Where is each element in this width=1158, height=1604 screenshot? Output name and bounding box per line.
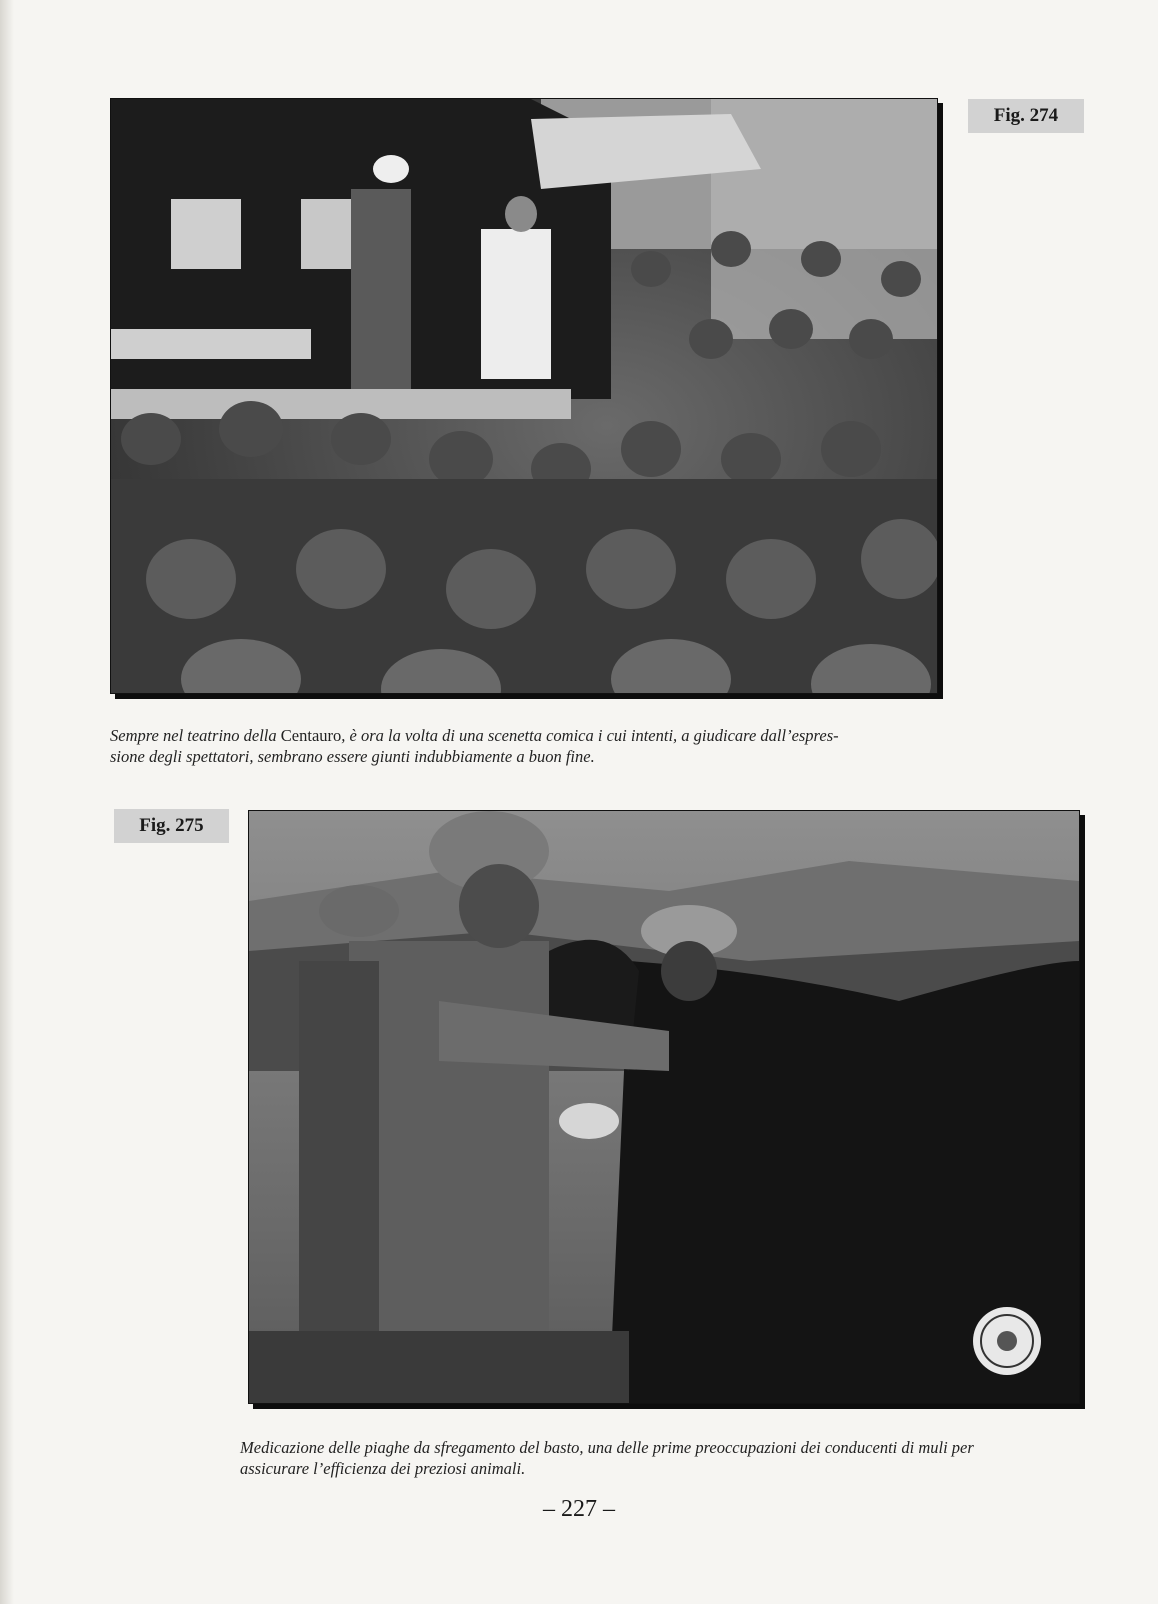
figure-label-275: Fig. 275 xyxy=(114,809,229,843)
binding-shadow xyxy=(0,0,14,1604)
caption-275-line-2: assicurare l’efficienza dei preziosi animali. xyxy=(240,1459,526,1478)
page-number: – 227 – xyxy=(543,1496,615,1522)
photo-mule-treatment xyxy=(248,810,1080,1404)
caption-274 xyxy=(110,725,950,767)
caption-274-unit-name: Centauro xyxy=(280,726,342,745)
caption-274-line-2: sione degli spettatori, sembrano essere giunti indubbiamente a buon fine. xyxy=(110,747,595,766)
caption-275 xyxy=(240,1437,1090,1479)
photo-mule-treatment-image xyxy=(249,811,1079,1403)
figure-label-274: Fig. 274 xyxy=(968,99,1084,133)
caption-275-line-1: Medicazione delle piaghe da sfregamento del basto, una delle prime preoccupazioni dei conducenti di muli per xyxy=(240,1438,974,1457)
caption-274-text-post: , è ora la volta di una scenetta comica i cui intenti, a giudicare dall’espres- xyxy=(341,726,839,745)
caption-274-text-pre: Sempre nel teatrino della xyxy=(110,726,281,745)
photo-theatre-scene-image xyxy=(111,99,937,693)
photo-theatre-scene xyxy=(110,98,938,694)
caption-274-line-1 xyxy=(110,725,950,746)
